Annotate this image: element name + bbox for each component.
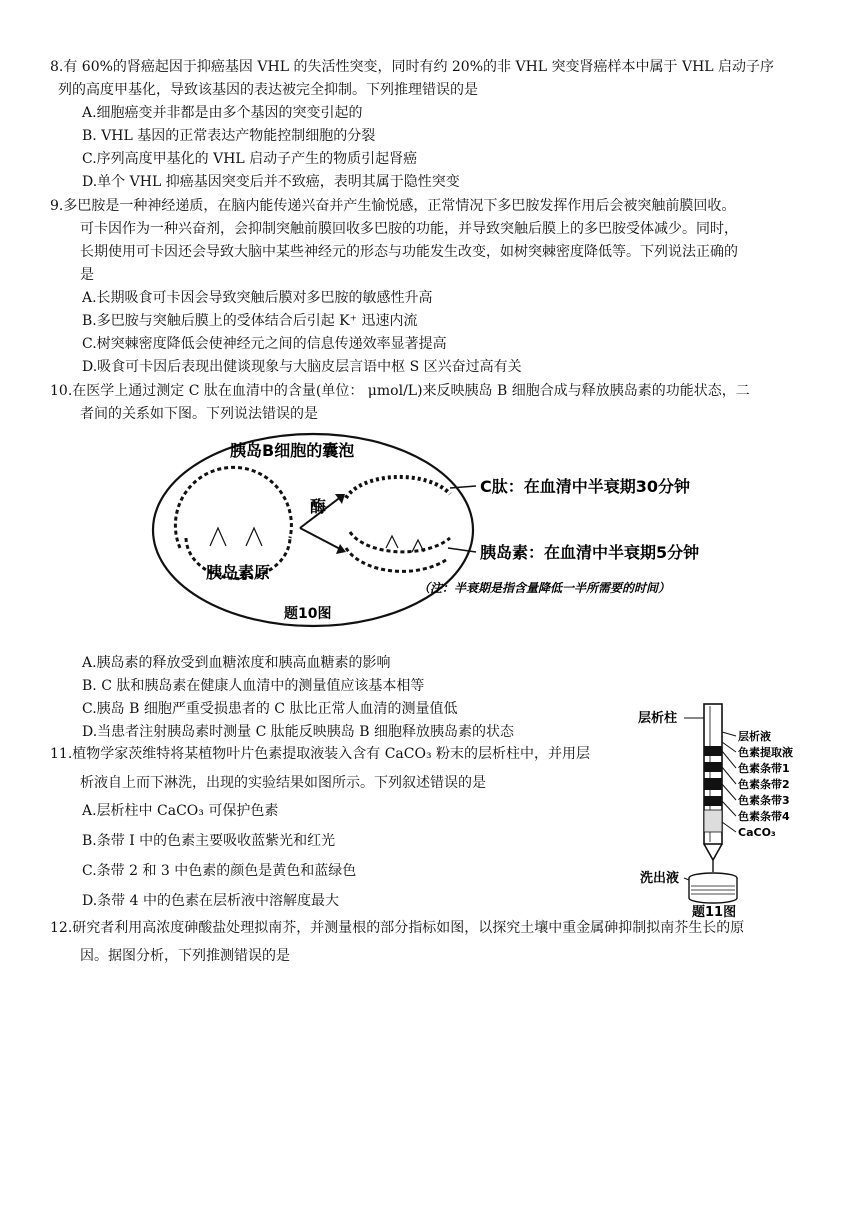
q11-stem-line2: 析液自上而下淋洗，出现的实验结果如图所示。下列叙述错误的是 bbox=[80, 775, 486, 791]
label-eluent: 层析液 bbox=[738, 730, 771, 743]
q9-stem-line2: 可卡因作为一种兴奋剂，会抑制突触前膜回收多巴胺的功能，并导致突触后膜上的多巴胺受体减少。同时， bbox=[80, 221, 738, 237]
q10-option-a: A.胰岛素的释放受到血糖浓度和胰高血糖素的影响 bbox=[82, 655, 391, 671]
label-band-3: 色素条带3 bbox=[738, 794, 790, 807]
beaker-body bbox=[689, 878, 737, 903]
column-tip bbox=[704, 844, 722, 860]
q10-option-c: C.胰岛 B 细胞严重受损患者的 C 肽比正常人血清的测量值低 bbox=[82, 701, 458, 717]
q8-stem-line2: 列的高度甲基化，导致该基因的表达被完全抑制。下列推理错误的是 bbox=[58, 82, 478, 98]
insulin-label: 胰岛素：在血清中半衰期5分钟 bbox=[480, 543, 700, 562]
q8-option-a: A.细胞癌变并非都是由多个基因的突变引起的 bbox=[82, 105, 363, 121]
pointer-4 bbox=[722, 767, 736, 784]
q11-option-a: A.层析柱中 CaCO₃ 可保护色素 bbox=[82, 803, 279, 819]
q10-stem-line1: 10.在医学上通过测定 C 肽在血清中的含量(单位： μmol/L)来反映胰岛 B 细胞合成与释放胰岛素的功能状态，二 bbox=[50, 383, 750, 399]
pointer-1 bbox=[722, 732, 736, 736]
half-life-note: （注：半衰期是指含量降低一半所需要的时间） bbox=[418, 581, 671, 595]
q11-option-d: D.条带 4 中的色素在层析液中溶解度最大 bbox=[82, 893, 339, 909]
pigment-band-4 bbox=[704, 796, 722, 806]
q9-option-c: C.树突棘密度降低会使神经元之间的信息传递效率显著提高 bbox=[82, 336, 447, 352]
disulfide-bonds bbox=[210, 528, 262, 546]
label-band-2: 色素条带2 bbox=[738, 778, 790, 791]
pointer-6 bbox=[722, 801, 736, 816]
q8-option-c: C.序列高度甲基化的 VHL 启动子产生的物质引起肾癌 bbox=[82, 151, 418, 167]
eluate-label: 洗出液 bbox=[640, 871, 680, 886]
insulin-pointer bbox=[448, 548, 476, 552]
question-9 bbox=[50, 195, 810, 287]
question-10 bbox=[50, 380, 820, 426]
pigment-band-3 bbox=[704, 778, 722, 790]
cpeptide-pointer bbox=[450, 486, 476, 488]
q10-option-b: B. C 肽和胰岛素在健康人血清中的测量值应该基本相等 bbox=[82, 678, 425, 694]
pointer-5 bbox=[722, 784, 736, 800]
arrowhead-down bbox=[336, 544, 346, 554]
proinsulin-label: 胰岛素原 bbox=[206, 563, 271, 582]
question-12 bbox=[50, 917, 820, 968]
label-caco3: CaCO₃ bbox=[738, 826, 776, 839]
eluate-pointer bbox=[684, 878, 689, 880]
q9-option-d: D.吸食可卡因后表现出健谈现象与大脑皮层言语中枢 S 区兴奋过高有关 bbox=[82, 359, 522, 375]
q11-option-c: C.条带 2 和 3 中色素的颜色是黄色和蓝绿色 bbox=[82, 863, 357, 879]
label-extract: 色素提取液 bbox=[738, 746, 793, 759]
column-label: 层析柱 bbox=[638, 711, 678, 726]
q8-option-b: B. VHL 基因的正常表达产物能控制细胞的分裂 bbox=[82, 128, 376, 144]
pointer-3 bbox=[722, 751, 736, 768]
pigment-band-2 bbox=[704, 762, 722, 772]
q9-stem-line1: 9.多巴胺是一种神经递质，在脑内能传递兴奋并产生愉悦感，正常情况下多巴胺发挥作用后会被突触前膜回收。 bbox=[50, 198, 736, 214]
q8-option-d: D.单个 VHL 抑癌基因突变后并不致癌，表明其属于隐性突变 bbox=[82, 174, 460, 190]
q10-stem-line2: 者间的关系如下图。下列说法错误的是 bbox=[80, 406, 318, 422]
figure-10 bbox=[150, 428, 710, 636]
caco3-layer bbox=[704, 810, 722, 832]
q9-option-a: A.长期吸食可卡因会导致突触后膜对多巴胺的敏感性升高 bbox=[82, 290, 433, 306]
figure-11 bbox=[636, 698, 806, 920]
q11-option-b: B.条带 I 中的色素主要吸收蓝紫光和红光 bbox=[82, 833, 336, 849]
q9-stem-line3: 长期使用可卡因还会导致大脑中某些神经元的形态与功能发生改变，如树突棘密度降低等。下列说法正确的 bbox=[80, 244, 738, 260]
pigment-band-1 bbox=[704, 746, 722, 756]
insulin-chain-a bbox=[350, 532, 450, 552]
question-11-cont bbox=[50, 772, 630, 795]
arrow-to-insulin bbox=[300, 528, 342, 550]
cpeptide-label: C肽：在血清中半衰期30分钟 bbox=[480, 477, 691, 496]
q11-stem-line1: 11.植物学家茨维特将某植物叶片色素提取液装入含有 CaCO₃ 粉末的层析柱中，并用层 bbox=[50, 746, 591, 762]
question-8 bbox=[50, 56, 810, 102]
figure-10-caption: 题10图 bbox=[284, 606, 332, 622]
vesicle-ellipse bbox=[153, 434, 473, 626]
label-band-1: 色素条带1 bbox=[738, 762, 790, 775]
vesicle-label: 胰岛B细胞的囊泡 bbox=[230, 441, 355, 460]
q12-stem-line1: 12.研究者利用高浓度砷酸盐处理拟南芥，并测量根的部分指标如图，以探究土壤中重金属砷抑制拟南芥生长的原 bbox=[50, 920, 745, 936]
cpeptide-chain bbox=[346, 477, 450, 498]
q9-option-b: B.多巴胺与突触后膜上的受体结合后引起 K⁺ 迅速内流 bbox=[82, 313, 418, 329]
question-11 bbox=[50, 743, 630, 766]
pointer-2 bbox=[722, 742, 736, 752]
q10-option-d: D.当患者注射胰岛素时测量 C 肽能反映胰岛 B 细胞释放胰岛素的状态 bbox=[82, 724, 514, 740]
enzyme-label: 酶 bbox=[310, 497, 327, 516]
proinsulin-chain bbox=[175, 467, 291, 548]
q12-stem-line2: 因。据图分析，下列推测错误的是 bbox=[80, 948, 290, 964]
label-band-4: 色素条带4 bbox=[738, 810, 790, 823]
q9-stem-line4: 是 bbox=[80, 267, 94, 283]
pointer-7 bbox=[722, 822, 736, 832]
q8-stem-line1: 8.有 60%的肾癌起因于抑癌基因 VHL 的失活性突变，同时有约 20%的非 VHL 突变肾癌样本中属于 VHL 启动子序 bbox=[50, 59, 775, 75]
figure-11-caption: 题11图 bbox=[692, 905, 737, 920]
